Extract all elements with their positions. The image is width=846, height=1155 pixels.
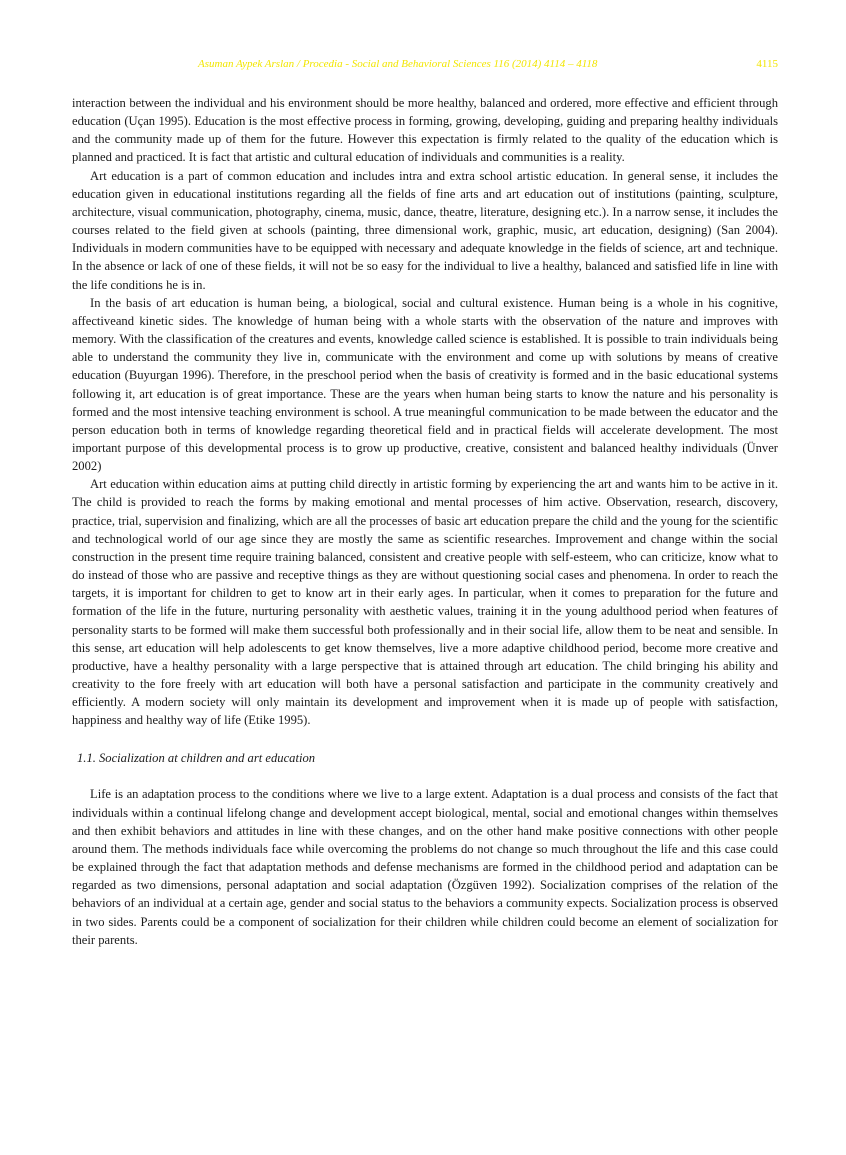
- section-heading: [77, 749, 778, 767]
- paragraph: Life is an adaptation process to the conditions where we live to a large extent. Adaptation is a dual process and consists of the fact that individuals within a continual lifelong change and development accept biological, mental, social and emotional changes within themselves and then exhibit behaviors and attitudes in line with these changes, and on the other hand make positive connections with other people around them. The methods individuals face while overcoming the problems do not change so much throughout the life and this case could be explained through the fact that adaptation methods and defense mechanisms are formed in the childhood period and adaptation can be regarded as two dimensions, personal adaptation and social adaptation (Özgüven 1992). Socialization comprises of the relation of the behaviors of an individual at a certain age, gender and social status to the behaviors a community expects. Socialization process is observed in two sides. Parents could be a component of socialization for their children while children could become an element of socialization for their parents.: [72, 787, 778, 947]
- paragraph: Art education is a part of common education and includes intra and extra school artistic education. In general sense, it includes the education given in educational institutions regarding all the fields of fine arts and art education out of institutions (painting, sculpture, architecture, visual communication, photography, cinema, music, dance, theatre, literature, designing etc.). In a narrow sense, it includes the courses related to the field given at schools (painting, three dimensional work, graphic, music, art education, designing) (San 2004). Individuals in modern communities have to be equipped with necessary and adequate knowledge in the fields of science, art and technique. In the absence or lack of one of these fields, it will not be so easy for the individual to live a healthy, balanced and satisfied life in line with the life conditions he is in.: [72, 168, 778, 292]
- journal-citation: Asuman Aypek Arslan / Procedia - Social and Behavioral Sciences 116 (2014) 4114 – 4118: [198, 58, 598, 70]
- paragraph: In the basis of art education is human being, a biological, social and cultural existence. Human being is a whole in his cognitive, affectiveand kinetic sides. The knowledge of human being with a whole starts with the observation of the nature and improves with memory. With the classification of the creatures and events, knowledge called science is established. It is possible to train individuals being able to understand the community they live in, communicate with the environment and come up with solutions by means of creative education (Buyurgan 1996). Therefore, in the preschool period when the basis of creativity is formed and in the basic educational systems following it, art education is of great importance. These are the years when human being starts to know the nature and his personality is formed and the most intensive teaching environment is school. A true meaningful communication to be made between the educator and the person education both in terms of knowledge regarding theoretical field and in practical fields will accelerate development. The most important purpose of this developmental process is to grow up productive, creative, consistent and balanced healthy individuals (Ünver 2002): [72, 295, 778, 474]
- section-title: Socialization at children and art education: [99, 751, 316, 766]
- body-text: [72, 94, 778, 949]
- paragraph-continued: interaction between the individual and his environment should be more healthy, balanced and ordered, more effective and efficient through education (Uçan 1995). Education is the most effective process in forming, growing, developing, guiding and preparing healthy individuals and the community made up of them for the future. However this expectation is firmly related to the quality of the education which is planned and practiced. It is fact that artistic and cultural education of individuals and communities is a reality.: [72, 96, 778, 165]
- section-number: 1.1.: [77, 751, 96, 766]
- paragraph: Art education within education aims at putting child directly in artistic forming by experiencing the art and wants him to be active in it. The child is provided to reach the forms by making emotional and mental processes of him active. Observation, research, discovery, practice, trial, supervision and finalizing, which are all the processes of basic art education prepare the child and the young for the scientific and technological world of our age since they are mostly the same as scientific researches. Improvement and change within the social construction in the present time require training balanced, consistent and creative people with self-esteem, who can criticize, know what to do instead of those who are passive and receptive things as they are without questioning social cases and phenomena. In order to reach the targets, it is important for children to get to know art in their early ages. In particular, when it comes to preparation for the future and formation of the life in the future, nurturing personality with aesthetic values, training it in the young adulthood period when features of personality starts to be formed will make them successful both professionally and in their social life, allow them to be neat and sensible. In this sense, art education will help adolescents to get know themselves, live a more adaptive childhood period, become more creative and productive, have a healthy personality with a large perspective that is attained through art education. The child bringing his ability and creativity to the fore freely with art education will both have a personal satisfaction and participate in the community creatively and efficiently. A modern society will only maintain its development and improvement when it is made up of people with satisfaction, happiness and healthy way of life (Etike 1995).: [72, 477, 778, 728]
- page-number: 4115: [756, 58, 778, 70]
- running-header: [72, 58, 778, 74]
